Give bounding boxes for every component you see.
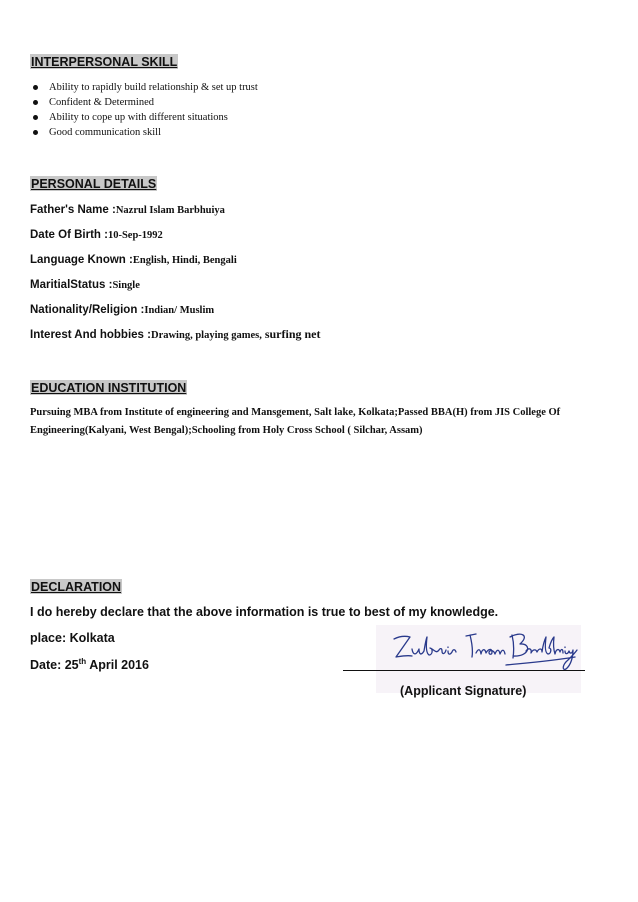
list-item: Ability to cope up with different situations (30, 110, 258, 125)
nationality-value: Indian/ Muslim (144, 305, 215, 316)
marital-label: MaritialStatus : (30, 279, 113, 291)
list-item: Ability to rapidly build relationship & set up trust (30, 80, 258, 95)
interpersonal-skill-list (30, 80, 258, 140)
father-name-value: Nazrul Islam Barbhuiya (115, 205, 225, 216)
signature-line (343, 670, 585, 671)
dob-row (30, 227, 163, 243)
interest-value-extra: surfing net (261, 327, 321, 341)
interest-row (30, 327, 321, 343)
signature-icon (376, 625, 581, 693)
dob-value: 10-Sep-1992 (107, 230, 163, 241)
nationality-row (30, 302, 214, 318)
personal-details-heading: PERSONAL DETAILS (31, 177, 157, 191)
education-text: Pursuing MBA from Institute of engineering and Mansgement, Salt lake, Kolkata;Passed BBA(H) from JIS College Of Engineering(Kalyani, West Bengal);Schooling from Holy Cross School ( Silchar, Assam) (30, 407, 561, 436)
list-item: Confident & Determined (30, 95, 258, 110)
interest-label: Interest And hobbies : (30, 329, 151, 341)
date-text: Date: 25th April 2016 (30, 657, 149, 672)
education-heading: EDUCATION INSTITUTION (31, 381, 187, 395)
signature-caption: (Applicant Signature) (400, 684, 527, 698)
language-value: English, Hindi, Bengali (132, 255, 237, 266)
place-text: place: Kolkata (30, 631, 115, 645)
language-row (30, 252, 237, 268)
father-name-row (30, 202, 225, 218)
declaration-statement: I do hereby declare that the above information is true to best of my knowledge. (30, 605, 499, 619)
interest-value: Drawing, playing games, (150, 330, 262, 341)
bullet-icon (33, 115, 38, 120)
list-item: Good communication skill (30, 125, 258, 140)
bullet-icon (33, 100, 38, 105)
marital-row (30, 277, 140, 293)
dob-label: Date Of Birth : (30, 229, 108, 241)
signature-image (376, 625, 581, 693)
bullet-icon (33, 85, 38, 90)
nationality-label: Nationality/Religion : (30, 304, 145, 316)
marital-value: Single (112, 280, 140, 291)
declaration-heading: DECLARATION (31, 580, 122, 594)
language-label: Language Known : (30, 254, 133, 266)
bullet-icon (33, 130, 38, 135)
father-name-label: Father's Name : (30, 204, 116, 216)
interpersonal-skill-heading: INTERPERSONAL SKILL (31, 55, 178, 69)
